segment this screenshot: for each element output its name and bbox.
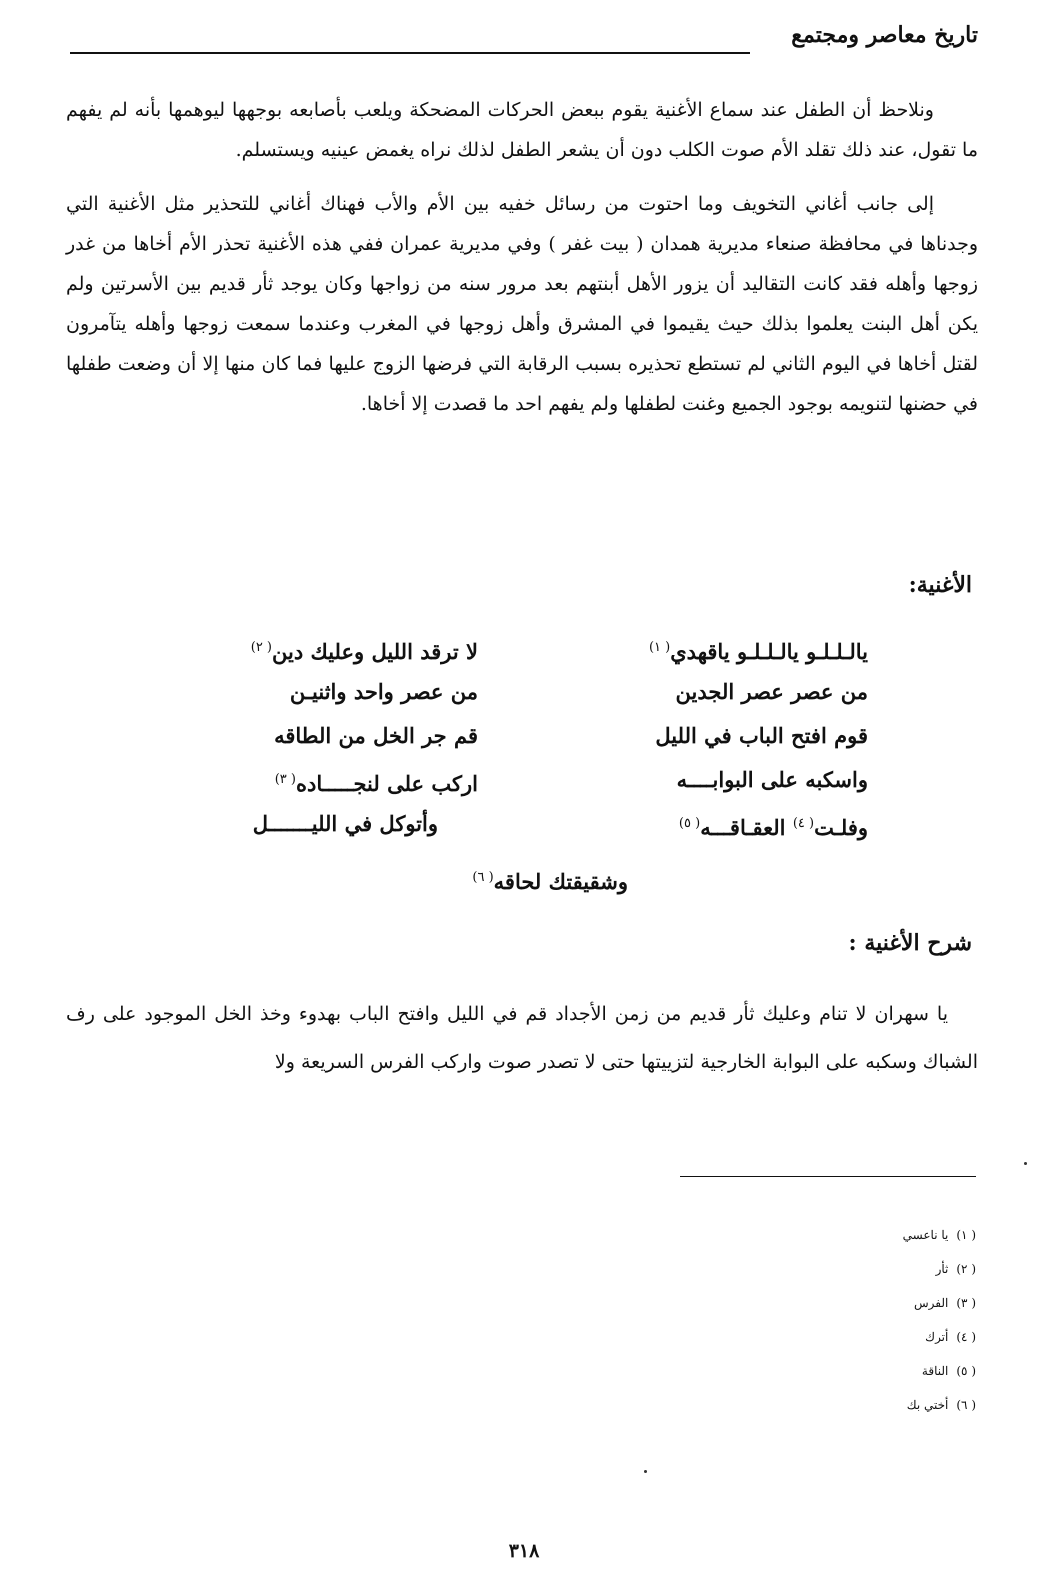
verse-right-3: قوم افتح الباب في الليل xyxy=(655,723,868,748)
footnote-ref: ( ١) xyxy=(648,640,671,655)
explanation-heading: شرح الأغنية : xyxy=(848,930,972,956)
footnote-ref: ( ٤) xyxy=(792,816,815,831)
scan-speck xyxy=(1024,1162,1027,1165)
verse-right-4: واسكبه على البوابــــه xyxy=(676,767,868,792)
footnote-ref: ( ٥) xyxy=(678,816,701,831)
footnote-2: ( ٢)ثأر xyxy=(935,1262,976,1276)
explanation-paragraph: يا سهران لا تنام وعليك ثأر قديم من زمن الأجداد قم في الليل وافتح الباب بهدوء وخذ الخل الموجود على رف الشباك وسكبه على البوابة الخارجية لتزييتها حتى لا تصدر صوت واركب الفرس السريعة ولا xyxy=(66,1003,978,1073)
verse-left-1: لا ترقد الليل وعليك دين$^{( ٢)}$ xyxy=(250,639,478,664)
verse-right-5: وفلـت$^{( ٤)}$ العقـاقـــه$^{( ٥)}$ xyxy=(678,815,868,840)
footnote-5: ( ٥)الناقة xyxy=(921,1364,976,1378)
song-left-column xyxy=(251,626,478,846)
running-header: تاريخ معاصر ومجتمع xyxy=(791,22,978,48)
paragraph-1: ونلاحظ أن الطفل عند سماع الأغنية يقوم ببعض الحركات المضحكة ويلعب بأصابعه بوجهها ليوهمها بأنه لم يفهم ما تقول، عند ذلك تقلد الأم صوت الكلب دون أن يشعر الطفل لذلك نراه يغمض عينيه ويستسلم. xyxy=(66,99,978,161)
verse-right-2: من عصر عصر الجدين xyxy=(675,679,868,704)
paragraph-2: إلى جانب أغاني التخويف وما احتوت من رسائل خفيه بين الأم والأب فهناك أغاني للتحذير مثل الأغنية التي وجدناها في محافظة صنعاء مديرية همدان ( بيت غفر ) وفي مديرية عمران ففي هذه الأغنية تحذر الأم أخاها من غدر زوجها وأهله فقد كانت التقاليد أن يزور الأهل أبنتهم بعد مرور سنه من زواجها وكان يوجد ثأر قديم بين الأسرتين ولم يكن أهل البنت يعلموا بذلك حيث يقيموا في المشرق وأهل زوجها في المغرب وعندما سمعت زوجها وأهله يتآمرون لقتل أخاها في اليوم الثاني لم تستطع تحذيره بسبب الرقابة التي فرضها الزوج عليها فما كان منها إلا أن وضعت طفلها في حضنها لتنويمه بوجود الجميع وغنت لطفلها ولم يفهم احد ما قصدت إلا أخاها. xyxy=(66,193,978,415)
scan-speck xyxy=(644,1470,647,1473)
footnote-6: ( ٦)أختي بك xyxy=(906,1398,976,1412)
footnotes xyxy=(903,1218,976,1422)
footnote-rule xyxy=(680,1176,976,1177)
page-number: ٣١٨ xyxy=(508,1540,540,1562)
verse-final: وشقيقتك لحاقه$^{( ٦)}$ xyxy=(472,869,628,894)
verse-left-2: من عصر واحد واثنيـن xyxy=(289,679,478,704)
footnote-1: ( ١)يا ناعسي xyxy=(902,1228,976,1242)
body-text xyxy=(66,90,978,424)
song-right-column xyxy=(649,626,868,846)
explanation-text xyxy=(66,990,978,1086)
verse-left-3: قم جر الخل من الطاقه xyxy=(274,723,478,748)
footnote-ref: ( ٢) xyxy=(250,640,273,655)
footnote-ref: ( ٣) xyxy=(274,772,296,787)
verse-left-5: وأتوكل في الليـــــــل xyxy=(252,811,438,836)
footnote-4: ( ٤)أترك xyxy=(925,1330,976,1344)
footnote-3: ( ٣)الفرس xyxy=(914,1296,976,1310)
footnote-ref: ( ٦) xyxy=(472,870,494,885)
verse-right-1: يالـلـلـو يالـلـلـو ياقهدي$^{( ١)}$ xyxy=(648,639,868,664)
verse-left-4: اركب على لنجـــــاده$^{( ٣)}$ xyxy=(274,771,478,796)
song-heading: الأغنية: xyxy=(908,572,972,598)
header-rule xyxy=(70,52,750,54)
